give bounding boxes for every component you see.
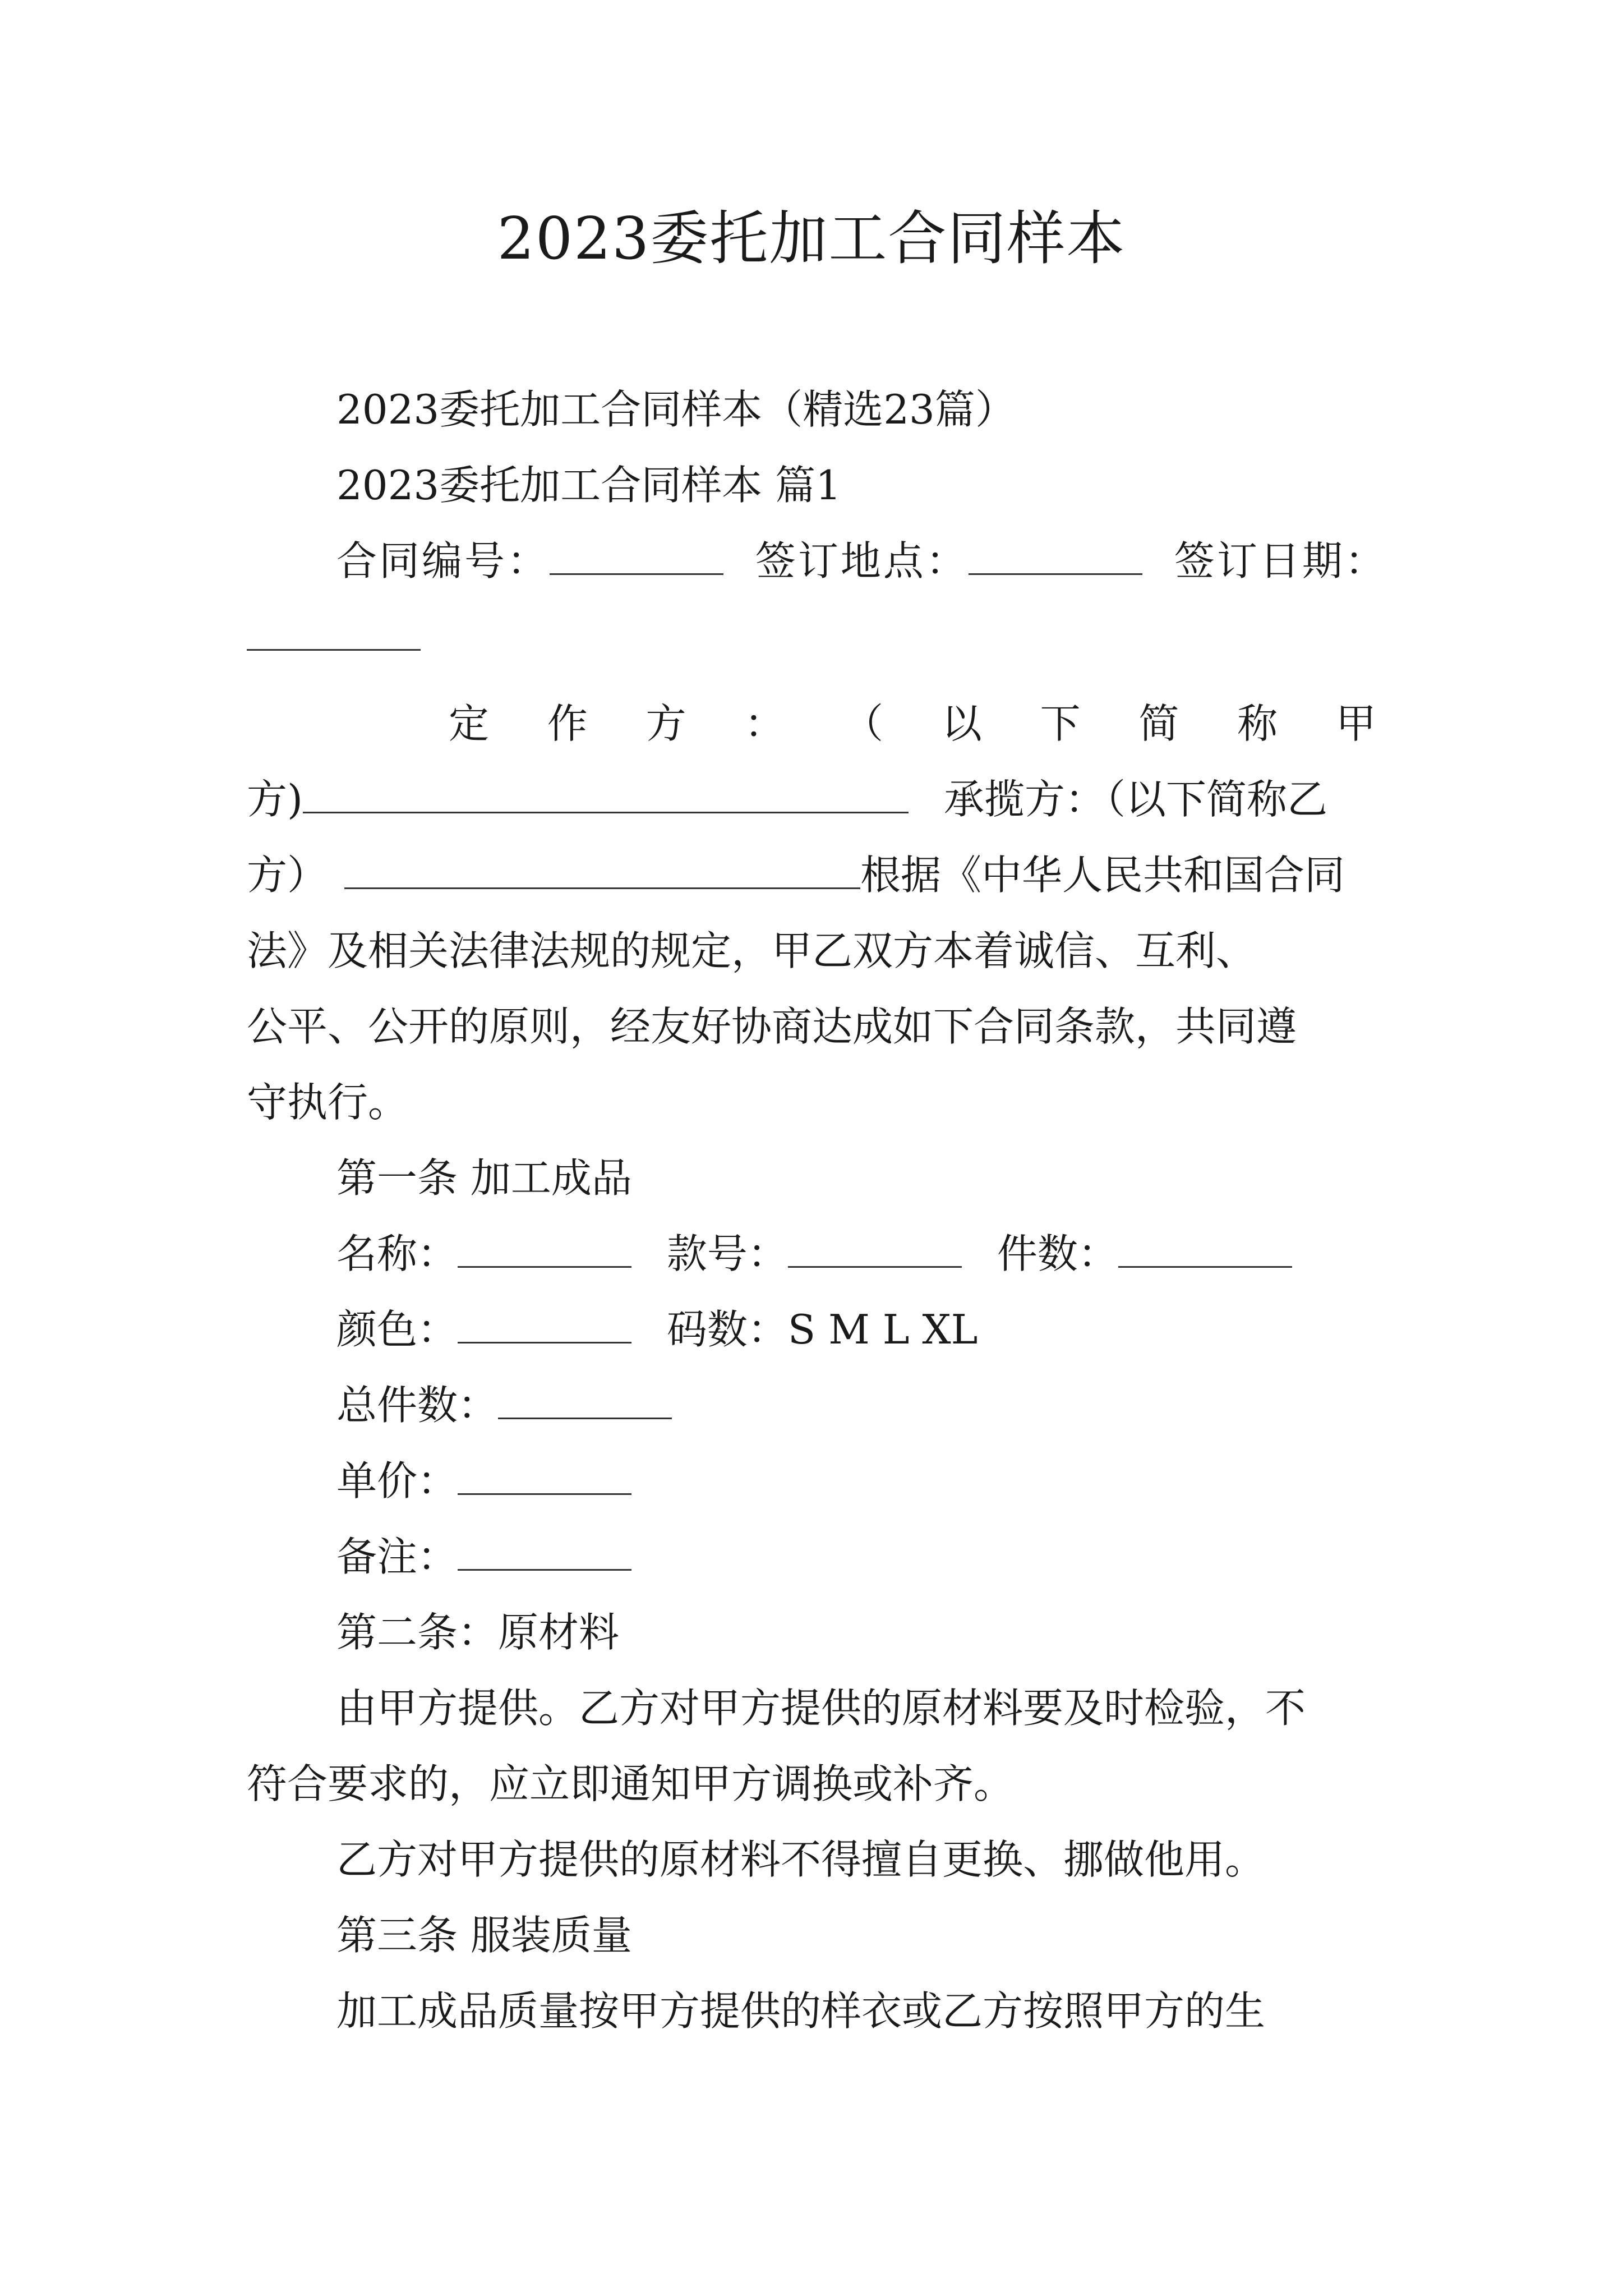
price-blank: [458, 1457, 631, 1495]
total-blank: [498, 1382, 672, 1419]
basis-text: 根据《中华人民共和国合同: [860, 852, 1345, 899]
party-a-char: ：: [744, 700, 785, 747]
contract-no-label: 合同编号：: [336, 537, 550, 585]
qty-blank: [1118, 1230, 1292, 1268]
party-a-char: 方: [645, 700, 686, 747]
party-b-blank: [344, 852, 860, 889]
material-paragraph-line-2: 符合要求的，应立即通知甲方调换或补齐。: [247, 1760, 1015, 1807]
sign-place-blank: [969, 537, 1142, 575]
party-b-line: [247, 771, 1327, 827]
sign-date-blank: [247, 613, 421, 651]
article-2-heading: 第二条：原材料: [336, 1609, 620, 1656]
document-title: 2023委托加工合同样本: [497, 204, 1126, 273]
party-a-char: 简: [1138, 700, 1179, 747]
party-a-line: [449, 696, 1376, 752]
contract-no-blank: [550, 537, 723, 575]
qty-label: 件数：: [997, 1230, 1118, 1277]
name-label: 名称：: [336, 1230, 458, 1277]
size-label: 码数：S M L XL: [666, 1306, 978, 1353]
remark-label: 备注：: [336, 1533, 458, 1580]
total-line: [336, 1377, 672, 1433]
total-label: 总件数：: [336, 1382, 499, 1429]
product-info-line: [336, 1226, 1292, 1282]
quality-paragraph-line-1: 加工成品质量按甲方提供的样衣或乙方按照甲方的生: [336, 1987, 1266, 2035]
color-label: 颜色：: [336, 1306, 458, 1353]
style-no-blank: [788, 1230, 962, 1268]
party-b-tail: 方）: [247, 852, 328, 899]
remark-blank: [458, 1533, 631, 1571]
material-paragraph-2: 乙方对甲方提供的原材料不得擅自更换、挪做他用。: [336, 1836, 1266, 1883]
article-1-heading: 第一条 加工成品: [336, 1154, 632, 1202]
party-a-char: 作: [547, 700, 588, 747]
style-no-label: 款号：: [666, 1230, 788, 1277]
contract-header-line: [336, 533, 1387, 589]
section-heading: 2023委托加工合同样本 篇1: [336, 462, 841, 509]
sign-date-label: 签订日期：: [1174, 537, 1387, 585]
remark-line: [336, 1529, 631, 1585]
party-a-char: 以: [941, 700, 982, 747]
color-blank: [458, 1306, 631, 1343]
party-a-char: 定: [449, 700, 490, 747]
party-b-label: 承揽方：（以下简称乙: [943, 776, 1327, 823]
sign-date-line: [247, 609, 421, 665]
name-blank: [458, 1230, 631, 1268]
execute-line: 守执行。: [247, 1079, 409, 1126]
price-label: 单价：: [336, 1457, 458, 1504]
party-a-char: 下: [1040, 700, 1081, 747]
law-line: 法》及相关法律法规的规定，甲乙双方本着诚信、互利、: [247, 927, 1257, 974]
party-a-char: （: [843, 700, 884, 747]
party-a-char: 甲: [1335, 700, 1376, 747]
document-subtitle: 2023委托加工合同样本（精选23篇）: [336, 386, 1016, 433]
basis-line: [247, 847, 1345, 903]
material-paragraph-line-1: 由甲方提供。乙方对甲方提供的原材料要及时检验，不: [336, 1685, 1306, 1732]
party-a-char: 称: [1237, 700, 1278, 747]
color-size-line: [336, 1301, 978, 1358]
party-a-tail: 方): [247, 776, 303, 823]
price-line: [336, 1453, 631, 1509]
sign-place-label: 签订地点：: [755, 537, 969, 585]
article-3-heading: 第三条 服装质量: [336, 1912, 632, 1959]
party-a-blank: [303, 776, 909, 813]
principle-line: 公平、公开的原则，经友好协商达成如下合同条款，共同遵: [247, 1003, 1297, 1050]
